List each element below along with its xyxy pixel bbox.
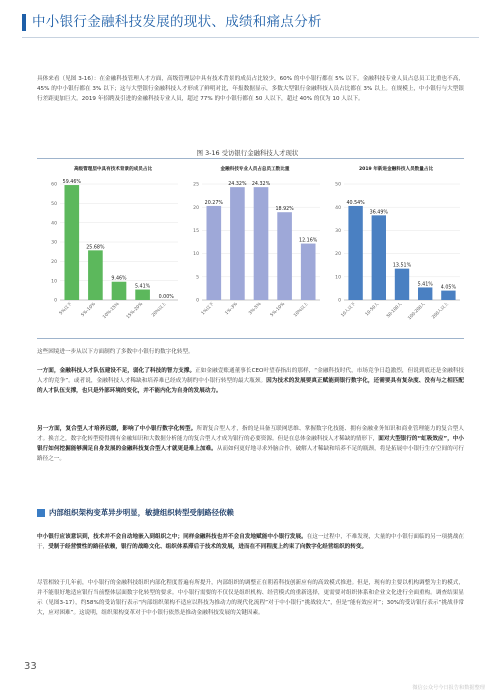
data-label: 0.00% [158, 295, 174, 300]
section-square-icon [37, 509, 45, 517]
y-tick-label: 40 [51, 221, 57, 227]
org-change-paragraph [37, 532, 464, 552]
y-tick-label: 30 [51, 240, 57, 246]
y-tick-label: 0 [54, 298, 57, 304]
bar [301, 244, 316, 300]
y-tick-label: 20 [51, 259, 57, 265]
x-tick-label: 20%以上 [151, 301, 168, 319]
data-label: 24.32% [251, 182, 271, 188]
data-label: 40.54% [346, 200, 365, 206]
x-tick-label: 5%以下 [58, 301, 74, 317]
header-divider [22, 37, 479, 38]
intro-paragraph: 具体来看（见图 3-16）：在金融科技管理人才方面，高级管理层中具有技术背景的成员占比较少，60% 的中小银行都在 5% 以下。金融科技专业人员占总员工比重也不高，45% 的中小银行都在 3% 以下；这与大型银行金融科技人才形成了鲜明对比，年报数据显示，多数大型银行金融科技人员占比都在 3% 以上。在规模上，中小银行与大型银行差距更加巨大。2019 年招聘及引进的金融科技专业人员，超过 77% 的中小银行都在 50 人以下，超过 40% 的仅为 10 人以下。 [37, 76, 464, 102]
bar [230, 187, 245, 300]
figure-bottom-rule [37, 338, 464, 339]
y-tick-label: 20 [193, 205, 199, 211]
bar [135, 290, 150, 300]
y-tick-label: 5 [196, 275, 199, 281]
data-label: 25.68% [86, 245, 105, 251]
org-survey-paragraph: 尽管相较于几年前，中小银行的金融科技组织内部化程度普遍有所提升，内部组织的调整正在朝着科技创新应有的高效模式推进。但是，现有的主要以机构调整为主的模式，并不能很好地适应银行当前整体层面数字化转型的要求。中小银行需要的不仅仅是组织机构、经营模式的重新选择，更需要对组织体系和企业文化进行全面重构。调查结果显示（见图3-17），约58%的受访银行表示“内部组织架构不适应以科技为推动力的现代化流程”对于中小银行“挑战较大”，但是“能有效应对”；30%的受访银行表示“挑战非常大，应对困难”。这说明，组织架构变革对于中小银行依然是推动金融科技发展的关键因素。 [37, 580, 464, 616]
data-label: 20.27% [204, 200, 223, 206]
data-label: 9.46% [111, 276, 127, 282]
data-label: 12.16% [299, 238, 318, 244]
bar [206, 206, 221, 300]
transition-paragraph: 这些困境进一步从以下方面制约了多数中小银行的数字化转型。 [37, 349, 194, 355]
chart-fintech-staff-ratio [186, 166, 324, 336]
y-tick-label: 25 [193, 182, 199, 188]
section-heading [37, 506, 464, 520]
y-tick-label: 30 [335, 229, 341, 234]
chart-title: 2019 年新进金融科技人员数量占比 [358, 167, 434, 172]
bar [112, 282, 127, 300]
bar [254, 187, 269, 300]
chart-title: 金融科技专业人员占总员工数比重 [220, 167, 290, 172]
x-tick-label: 1%-3% [224, 301, 239, 317]
data-label: 13.51% [392, 263, 412, 269]
x-tick-label: 10-50人 [364, 301, 381, 318]
x-tick-label: 10人以下 [340, 301, 358, 319]
bar [441, 291, 455, 300]
figure-top-rule [37, 158, 464, 159]
composite-talent-paragraph [37, 424, 464, 464]
x-tick-label: 5%-10% [80, 301, 97, 319]
chart-svg [186, 166, 324, 336]
bar [372, 215, 386, 300]
y-tick-label: 10 [335, 275, 341, 281]
x-tick-label: 5%-10% [269, 301, 287, 319]
x-tick-label: 10%-15% [102, 301, 121, 321]
x-tick-label: 200人以上 [431, 301, 450, 321]
chart-svg [44, 166, 182, 336]
header-accent-bar [22, 14, 26, 31]
bar [418, 287, 432, 300]
y-tick-label: 0 [338, 298, 341, 304]
y-tick-label: 0 [196, 298, 199, 304]
x-tick-label: 15%-20% [125, 301, 145, 321]
x-tick-label: 50-100人 [386, 301, 404, 320]
data-label: 5.41% [417, 282, 433, 288]
y-tick-label: 15 [193, 229, 199, 234]
bold-lead: 一方面，金融科技人才队伍建设不足，弱化了科技的智力支撑。 [37, 368, 196, 374]
body-text: 正如金融壹账通董事长CEO叶望春指出的那样，“金融科技时代，市场竞争日趋激烈，但说到底还是金融科技人才的竞争”。或者说，金融科技人才稀缺和培养难已经成为制约中小银行转型的最大瓶颈。 [37, 368, 464, 384]
y-tick-label: 60 [51, 182, 57, 188]
bold-text: 受制于经营惯性的路径依赖，银行的战略文化、组织体系滞后于技术的发展，进而在不同程度上约束了向数字化经营组织的转变。 [48, 544, 368, 550]
page-number: 33 [24, 661, 37, 672]
bold-text: 面对大型银行的“虹吸效应”，中小银行如何挖掘能够满足自身发展的金融科技复合型人才就更是难上加难。 [37, 436, 464, 452]
y-tick-label: 50 [51, 201, 57, 207]
y-tick-label: 50 [335, 182, 341, 188]
page-header-title: 中小银行金融科技发展的现状、成绩和痛点分析 [32, 14, 322, 30]
bold-lead: 中小银行应该意识到，技术并不会自动地嵌入到组织之中；同样金融科技也并不会自发地赋能中小银行发展。 [37, 534, 307, 540]
y-tick-label: 20 [335, 252, 341, 258]
chart-new-fintech-hires [328, 166, 464, 336]
data-label: 18.92% [275, 207, 294, 213]
data-label: 5.41% [134, 284, 151, 290]
y-tick-label: 40 [335, 205, 341, 211]
section-heading-text: 内部组织架构变革异步明显，敏捷组织转型受制路径依赖 [49, 508, 234, 517]
bar [88, 250, 103, 300]
data-label: 4.05% [440, 285, 457, 291]
bar [64, 185, 79, 300]
chart-svg [328, 166, 464, 336]
x-tick-label: 3%-5% [248, 301, 263, 317]
figure-title: 图 3-16 受访银行金融科技人才现状 [196, 149, 299, 157]
talent-shortage-paragraph [37, 366, 464, 396]
x-tick-label: 10%以上 [293, 301, 310, 319]
bar [277, 212, 292, 300]
body-text: 从而如何更好地寻求外脑合作，破解人才稀缺和培养不足的瓶颈，将是拓展中小银行生存空间的可行路径之一。 [37, 446, 464, 462]
y-tick-label: 10 [193, 252, 199, 258]
body-text: 所谓复合型人才，指的是具备互联网思维、掌握数字化技能、拥有金融业务知识和商业管理能力的复合型人才。换言之，数字化转型使得拥有金融知识和大数据分析能力的复合型人才成为银行的必要资源。但是在总体金融科技人才稀缺的情形下， [37, 426, 464, 442]
chart-management-tech-background [44, 166, 182, 336]
y-tick-label: 10 [51, 279, 57, 285]
data-label: 24.32% [228, 182, 247, 188]
bar [348, 206, 362, 300]
body-text: 在这一过程中，不难发现，大量的中小银行面临的另一项挑战在于， [37, 534, 464, 550]
data-label: 59.46% [62, 180, 81, 186]
watermark-text: 微信公众号今日报告和数据整理 [412, 685, 485, 691]
x-tick-label: 100-200人 [407, 301, 427, 322]
bar [395, 269, 409, 300]
data-label: 36.49% [369, 210, 388, 216]
chart-title: 高级管理层中具有技术背景的成员占比 [73, 167, 153, 172]
x-tick-label: 1%以下 [200, 301, 216, 317]
bold-text: 因为技术的发展要真正赋能到银行数字化，还需要具有复杂度、没有与之相匹配的人才队伍支撑，也只是外部环境的变化，并不能内化为自身的发展动力。 [37, 378, 464, 394]
bold-lead: 另一方面，复合型人才培养迟缓，影响了中小银行数字化转型。 [37, 426, 197, 432]
